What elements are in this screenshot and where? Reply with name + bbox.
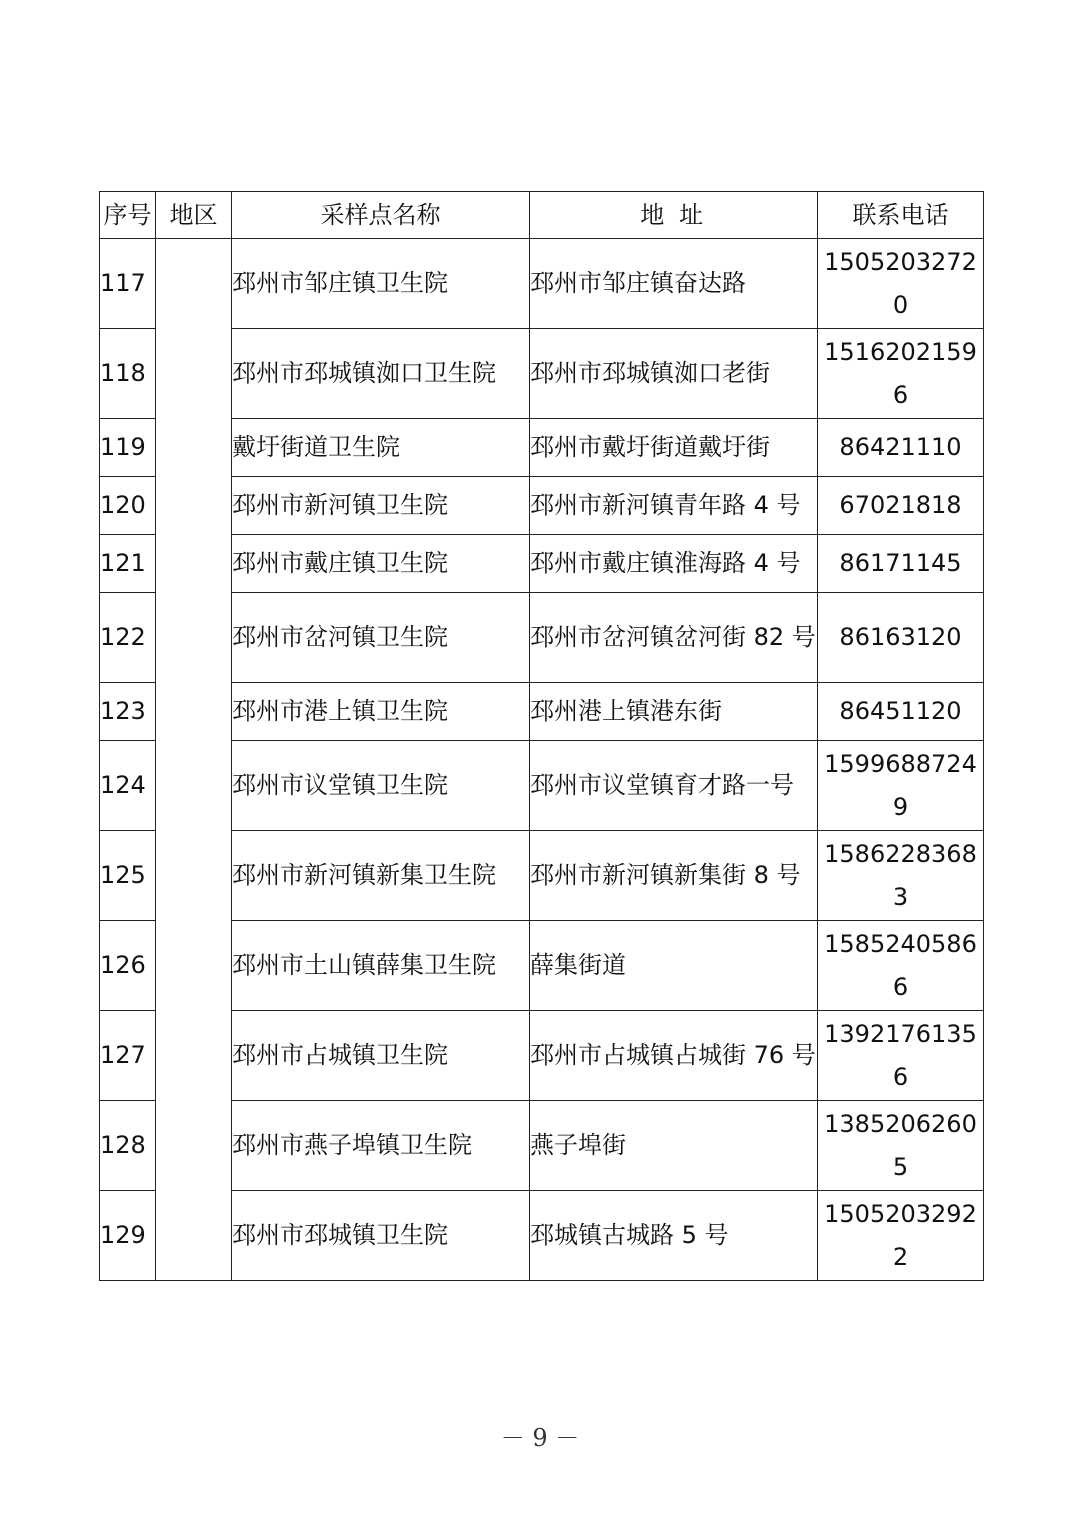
- site-name: 邳州市新河镇新集卫生院: [232, 831, 530, 921]
- table-row: [100, 239, 984, 329]
- site-address: 薛集街道: [530, 921, 818, 1011]
- row-number: 123: [100, 683, 156, 741]
- site-phone: 86451120: [818, 683, 984, 741]
- table-row: [100, 593, 984, 683]
- table-row: [100, 1101, 984, 1191]
- site-address: 邳州市占城镇占城街 76 号: [530, 1011, 818, 1101]
- table-row: [100, 329, 984, 419]
- header-no: 序号: [100, 192, 156, 239]
- site-name: 邳州市邳城镇洳口卫生院: [232, 329, 530, 419]
- site-name: 邳州市戴庄镇卫生院: [232, 535, 530, 593]
- site-address: 邳州市议堂镇育才路一号: [530, 741, 818, 831]
- site-name: 邳州市新河镇卫生院: [232, 477, 530, 535]
- table-row: [100, 1191, 984, 1281]
- row-number: 126: [100, 921, 156, 1011]
- site-address: 邳州市戴圩街道戴圩街: [530, 419, 818, 477]
- header-site-name: 采样点名称: [232, 192, 530, 239]
- site-phone: 86421110: [818, 419, 984, 477]
- row-number: 121: [100, 535, 156, 593]
- site-phone: 15996887249: [818, 741, 984, 831]
- site-name: 邳州市占城镇卫生院: [232, 1011, 530, 1101]
- site-phone: 15162021596: [818, 329, 984, 419]
- row-number: 117: [100, 239, 156, 329]
- site-address: 邳州市邹庄镇奋达路: [530, 239, 818, 329]
- row-number: 120: [100, 477, 156, 535]
- table-row: [100, 419, 984, 477]
- table-row: [100, 831, 984, 921]
- site-phone: 13921761356: [818, 1011, 984, 1101]
- site-name: 邳州市土山镇薛集卫生院: [232, 921, 530, 1011]
- header-region: 地区: [156, 192, 232, 239]
- site-name: 邳州市燕子埠镇卫生院: [232, 1101, 530, 1191]
- header-address: 地 址: [530, 192, 818, 239]
- table-row: [100, 535, 984, 593]
- document-page: [99, 191, 983, 1281]
- site-name: 邳州市邳城镇卫生院: [232, 1191, 530, 1281]
- row-number: 127: [100, 1011, 156, 1101]
- site-address: 燕子埠街: [530, 1101, 818, 1191]
- site-address: 邳州市邳城镇洳口老街: [530, 329, 818, 419]
- row-number: 125: [100, 831, 156, 921]
- table-header-row: [100, 192, 984, 239]
- site-name: 邳州市邹庄镇卫生院: [232, 239, 530, 329]
- site-address: 邳州港上镇港东街: [530, 683, 818, 741]
- site-phone: 13852062605: [818, 1101, 984, 1191]
- row-number: 124: [100, 741, 156, 831]
- sampling-site-table: [99, 191, 984, 1281]
- table-row: [100, 741, 984, 831]
- row-number: 122: [100, 593, 156, 683]
- page-number: － 9 －: [500, 1424, 580, 1452]
- region-cell: [156, 239, 232, 1281]
- site-address: 邳州市戴庄镇淮海路 4 号: [530, 535, 818, 593]
- site-address: 邳州市新河镇新集街 8 号: [530, 831, 818, 921]
- row-number: 119: [100, 419, 156, 477]
- row-number: 128: [100, 1101, 156, 1191]
- site-name: 邳州市议堂镇卫生院: [232, 741, 530, 831]
- table-row: [100, 683, 984, 741]
- table-row: [100, 477, 984, 535]
- site-phone: 86163120: [818, 593, 984, 683]
- site-phone: 67021818: [818, 477, 984, 535]
- site-phone: 15052032720: [818, 239, 984, 329]
- table-row: [100, 1011, 984, 1101]
- site-name: 邳州市岔河镇卫生院: [232, 593, 530, 683]
- site-address: 邳城镇古城路 5 号: [530, 1191, 818, 1281]
- site-phone: 15862283683: [818, 831, 984, 921]
- site-address: 邳州市新河镇青年路 4 号: [530, 477, 818, 535]
- site-phone: 15052032922: [818, 1191, 984, 1281]
- header-phone: 联系电话: [818, 192, 984, 239]
- site-address: 邳州市岔河镇岔河街 82 号: [530, 593, 818, 683]
- site-name: 邳州市港上镇卫生院: [232, 683, 530, 741]
- site-phone: 86171145: [818, 535, 984, 593]
- row-number: 129: [100, 1191, 156, 1281]
- site-name: 戴圩街道卫生院: [232, 419, 530, 477]
- site-phone: 15852405866: [818, 921, 984, 1011]
- table-row: [100, 921, 984, 1011]
- row-number: 118: [100, 329, 156, 419]
